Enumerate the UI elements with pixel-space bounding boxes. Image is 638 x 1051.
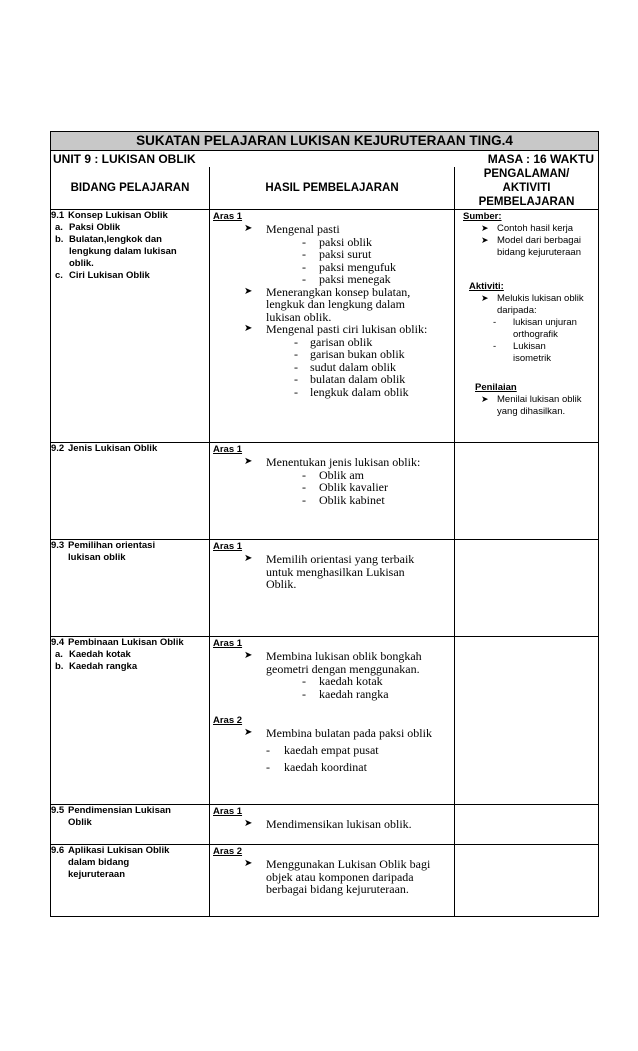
bidang-cell: 9.5 Pendimensian Lukisan Oblik bbox=[51, 805, 210, 845]
arrow-bullet-icon: ➤ bbox=[244, 223, 253, 234]
table-row bbox=[51, 805, 599, 845]
pengalaman-cell bbox=[455, 540, 599, 637]
arrow-bullet-icon: ➤ bbox=[244, 727, 253, 738]
bidang-cell: 9.6 Aplikasi Lukisan Oblik dalam bidang kejuruteraan bbox=[51, 845, 210, 917]
arrow-bullet-icon: ➤ bbox=[481, 395, 489, 405]
hasil-cell: Aras 1 ➤ Mendimensikan lukisan oblik. bbox=[210, 805, 455, 845]
header-bidang: BIDANG PELAJARAN bbox=[51, 167, 210, 210]
hasil-cell: Aras 1 ➤ Memilih orientasi yang terbaik untuk menghasilkan Lukisan Oblik. bbox=[210, 540, 455, 637]
hasil-cell: Aras 1 ➤ Menentukan jenis lukisan oblik: - Oblik am - Oblik kavalier - Oblik kabinet bbox=[210, 443, 455, 540]
hasil-cell: Aras 1 ➤ Mengenal pasti - paksi oblik - paksi surut - paksi mengufuk - paksi menegak ➤ Menerangkan konsep bulatan, lengkuk dan lengkung dalam lukisan oblik. ➤ Mengenal pasti ciri lukisan oblik: - garisan oblik - garisan bukan oblik - sudut dalam oblik - bulatan dalam oblik - lengkuk dalam oblik bbox=[210, 210, 455, 443]
header-pengalaman: PENGALAMAN/ AKTIVITI PEMBELAJARAN bbox=[455, 167, 599, 210]
unit-row bbox=[51, 151, 599, 168]
table-row bbox=[51, 637, 599, 805]
document-title: SUKATAN PELAJARAN LUKISAN KEJURUTERAAN TING.4 bbox=[51, 132, 599, 151]
pengalaman-cell bbox=[455, 805, 599, 845]
bidang-cell: 9.4 Pembinaan Lukisan Oblik a. Kaedah kotak b. Kaedah rangka bbox=[51, 637, 210, 805]
table-row bbox=[51, 845, 599, 917]
table-row bbox=[51, 540, 599, 637]
bidang-cell: 9.2 Jenis Lukisan Oblik bbox=[51, 443, 210, 540]
pengalaman-cell bbox=[455, 443, 599, 540]
syllabus-table bbox=[50, 131, 599, 917]
arrow-bullet-icon: ➤ bbox=[244, 818, 253, 829]
header-row bbox=[51, 167, 599, 210]
arrow-bullet-icon: ➤ bbox=[244, 650, 253, 661]
pengalaman-cell: Sumber: ➤ Contoh hasil kerja ➤ Model dari berbagai bidang kejuruteraan Aktiviti: ➤ Melukis lukisan oblik daripada: - lukisan unjuran orthografik - Lukisan isometrik Penilaian ➤ Menilai lukisan oblik yang dihasilkan. bbox=[455, 210, 599, 443]
masa-label: MASA : 16 WAKTU bbox=[487, 152, 595, 166]
hasil-cell: Aras 1 ➤ Membina lukisan oblik bongkah geometri dengan menggunakan. - kaedah kotak - kaedah rangka Aras 2 ➤ Membina bulatan pada paksi oblik - kaedah empat pusat - kaedah koordinat bbox=[210, 637, 455, 805]
arrow-bullet-icon: ➤ bbox=[244, 456, 253, 467]
arrow-bullet-icon: ➤ bbox=[244, 323, 253, 334]
arrow-bullet-icon: ➤ bbox=[481, 236, 489, 246]
table-row bbox=[51, 210, 599, 443]
aras-label: Aras 1 bbox=[213, 211, 243, 222]
arrow-bullet-icon: ➤ bbox=[481, 294, 489, 304]
title-row bbox=[51, 132, 599, 151]
arrow-bullet-icon: ➤ bbox=[244, 285, 253, 297]
unit-label: UNIT 9 : LUKISAN OBLIK bbox=[53, 152, 196, 166]
pengalaman-cell bbox=[455, 637, 599, 805]
bidang-cell: 9.1 Konsep Lukisan Oblik a. Paksi Oblik b. Bulatan,lengkok dan lengkung dalam lukisan oblik. c. Ciri Lukisan Oblik bbox=[51, 210, 210, 443]
table-row bbox=[51, 443, 599, 540]
arrow-bullet-icon: ➤ bbox=[244, 858, 253, 869]
hasil-cell: Aras 2 ➤ Menggunakan Lukisan Oblik bagi objek atau komponen daripada berbagai bidang kejuruteraan. bbox=[210, 845, 455, 917]
pengalaman-cell bbox=[455, 845, 599, 917]
arrow-bullet-icon: ➤ bbox=[244, 553, 253, 564]
bidang-cell: 9.3 Pemilihan orientasi lukisan oblik bbox=[51, 540, 210, 637]
arrow-bullet-icon: ➤ bbox=[481, 224, 489, 234]
header-hasil: HASIL PEMBELAJARAN bbox=[210, 167, 455, 210]
